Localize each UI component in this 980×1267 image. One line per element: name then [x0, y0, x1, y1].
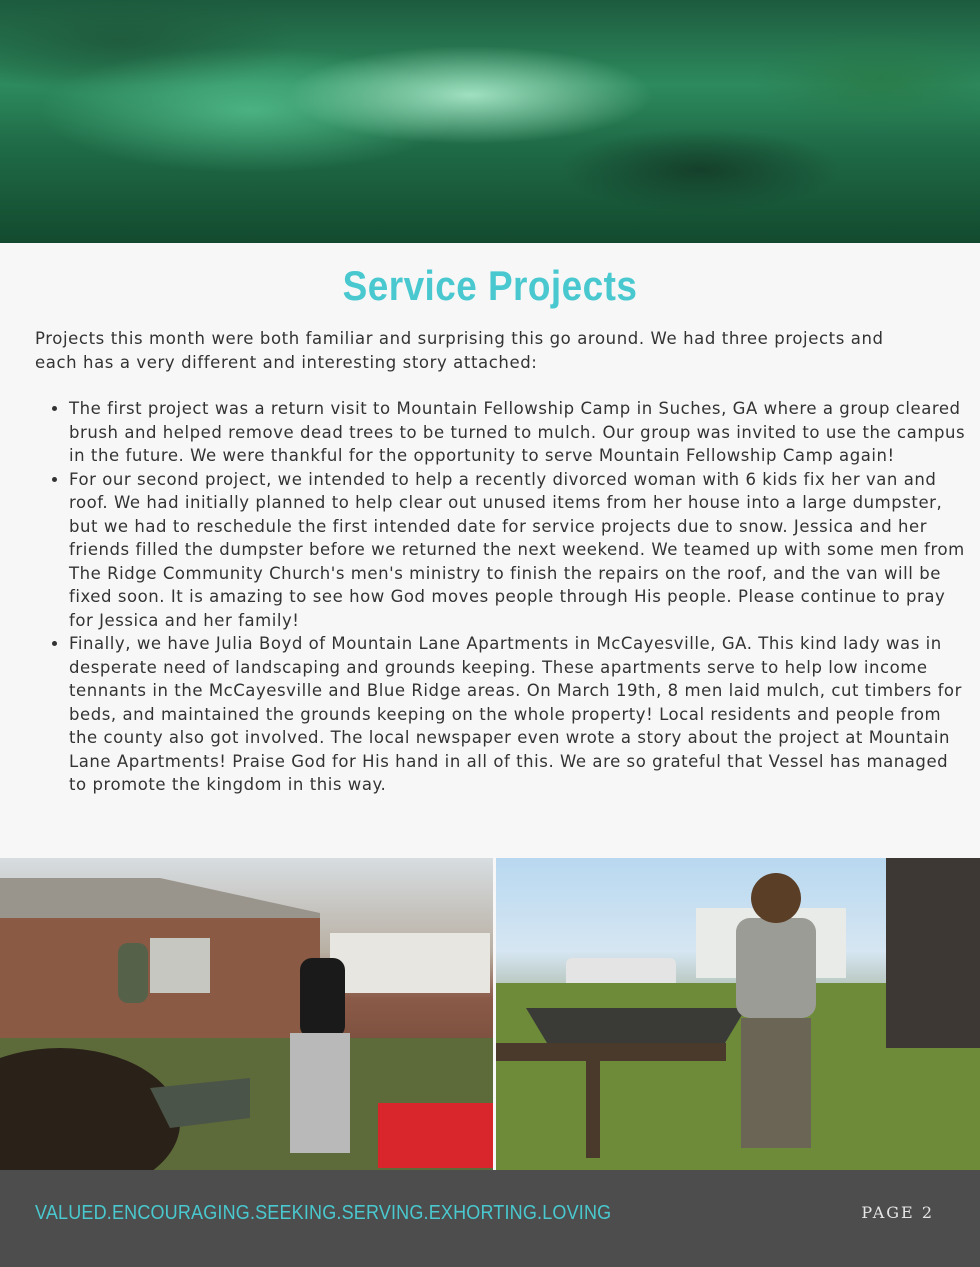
page-number: PAGE 2: [861, 1203, 934, 1222]
list-item: • Finally, we have Julia Boyd of Mountain Lane Apartments in McCayesville, GA. This kind lady was in desperate need of landscaping and grounds keeping. These apartments serve to help low income tennants in the McCayesville and Blue Ridge areas. On March 19th, 8 men laid mulch, cut timbers for beds, and maintained the grounds keeping on the whole property! Local residents and people from the county also got involved. The local newspaper even wrote a story about the project at Mountain Lane Apartments! Praise God for His hand in all of this. We are so grateful that Vessel has managed to promote the kingdom in this way.: [69, 632, 969, 797]
project-list: [35, 397, 969, 797]
footer-motto: VALUED.ENCOURAGING.SEEKING.SERVING.EXHORTING.LOVING: [35, 1202, 612, 1224]
photo-wheelbarrow-landscaping: [496, 858, 980, 1170]
photo-mulch-shoveling: [0, 858, 493, 1170]
header-banner-image: [0, 0, 980, 243]
list-item: • For our second project, we intended to help a recently divorced woman with 6 kids fix her van and roof. We had initially planned to help clear out unused items from her house into a large dumpster, but we had to reschedule the first intended date for service projects due to snow. Jessica and her friends filled the dumpster before we returned the next weekend. We teamed up with some men from The Ridge Community Church's men's ministry to finish the repairs on the roof, and the van will be fixed soon. It is amazing to see how God moves people through His people. Please continue to pray for Jessica and her family!: [69, 468, 969, 633]
page-title: Service Projects: [342, 262, 638, 309]
intro-paragraph: Projects this month were both familiar and surprising this go around. We had three projects and each has a very different and interesting story attached:: [35, 329, 884, 372]
list-item: • The first project was a return visit to Mountain Fellowship Camp in Suches, GA where a group cleared brush and helped remove dead trees to be turned to mulch. Our group was invited to use the campus in the future. We were thankful for the opportunity to serve Mountain Fellowship Camp again!: [69, 397, 969, 468]
